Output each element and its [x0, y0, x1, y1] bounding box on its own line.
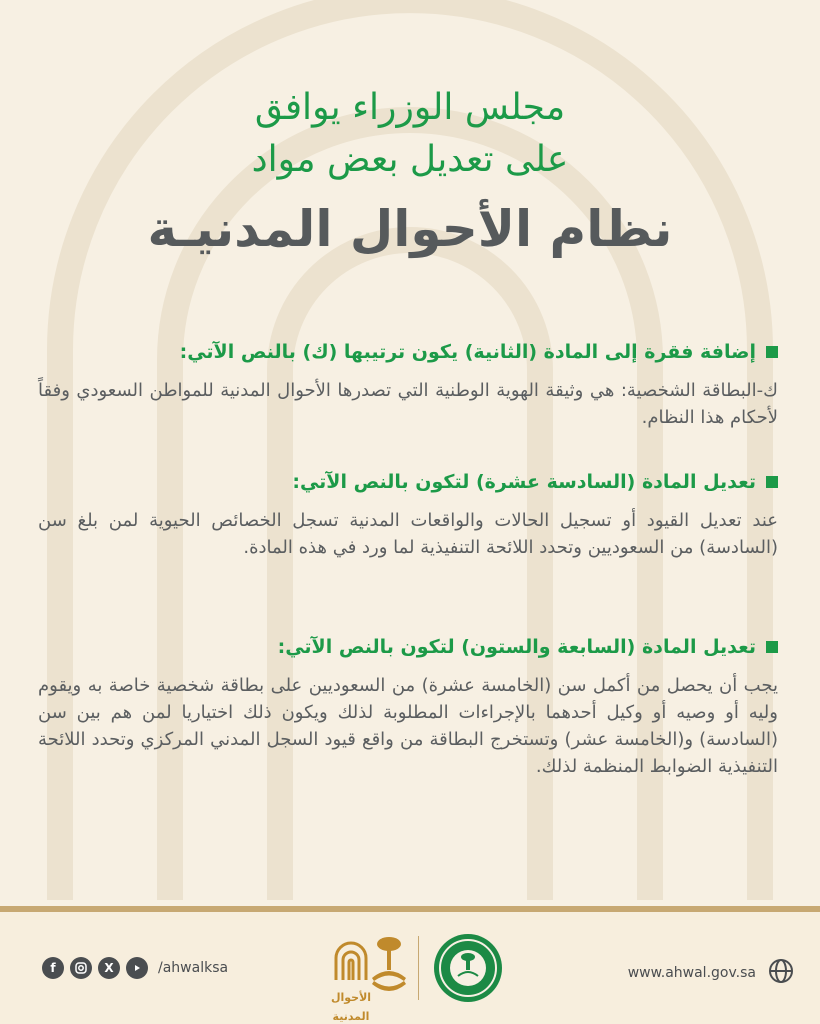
social-handle[interactable]: /ahwalksa: [158, 960, 229, 976]
saudi-emblem-icon: [364, 934, 414, 1004]
bullet-square-icon: [766, 641, 778, 653]
x-icon[interactable]: X: [98, 957, 120, 979]
section-heading-text: تعديل المادة (السادسة عشرة) لتكون بالنص الآتي:: [292, 471, 756, 493]
ministry-seal-icon: [432, 932, 504, 1004]
section-heading-text: إضافة فقرة إلى المادة (الثانية) يكون ترتيبها (ك) بالنص الآتي:: [179, 341, 756, 363]
bullet-square-icon: [766, 476, 778, 488]
facebook-icon[interactable]: f: [42, 957, 64, 979]
section-article-2: [38, 337, 778, 431]
globe-icon: [768, 958, 794, 984]
section-heading-text: تعديل المادة (السابعة والستون) لتكون بالنص الآتي:: [277, 636, 756, 658]
section-body: يجب أن يحصل من أكمل سن (الخامسة عشرة) من السعوديين على بطاقة شخصية خاصة به ويقوم وليه أو وصيه أو وكيل أحدهما بالإجراءات المطلوبة لذلك ويكون ذلك اختياريا لمن هم بين سن (السادسة) و(الخامسة عشر) وتستخرج البطاقة من واقع قيود السجل المدني المركزي وتحدد اللائحة التنفيذية الضوابط المنظمة لذلك.: [38, 675, 778, 777]
ahwal-logo-caption: الأحوال المدنية: [330, 991, 372, 1023]
website-link[interactable]: www.ahwal.gov.sa: [627, 965, 756, 981]
logo-divider: [418, 936, 419, 1000]
title-line-1: مجلس الوزراء يوافق: [254, 87, 566, 128]
title-line-2: على تعديل بعض مواد: [251, 139, 569, 180]
section-body: ك-البطاقة الشخصية: هي وثيقة الهوية الوطنية التي تصدرها الأحوال المدنية للمواطن السعودي وفقاً لأحكام هذا النظام.: [38, 380, 778, 428]
section-heading: [38, 632, 778, 662]
section-heading: [38, 337, 778, 367]
section-heading: [38, 467, 778, 497]
section-article-16: [38, 467, 778, 561]
section-article-67: [38, 632, 778, 780]
title-block: [0, 82, 820, 264]
social-links: [42, 957, 228, 979]
page-title: نظام الأحوال المدنيـة: [147, 200, 673, 258]
bullet-square-icon: [766, 346, 778, 358]
instagram-icon[interactable]: [70, 957, 92, 979]
youtube-icon[interactable]: [126, 957, 148, 979]
section-body: عند تعديل القيود أو تسجيل الحالات والواقعات المدنية تسجل الخصائص الحيوية لمن بلغ سن (السادسة) من السعوديين وتحدد اللائحة التنفيذية لما ورد في هذه المادة.: [38, 510, 778, 558]
